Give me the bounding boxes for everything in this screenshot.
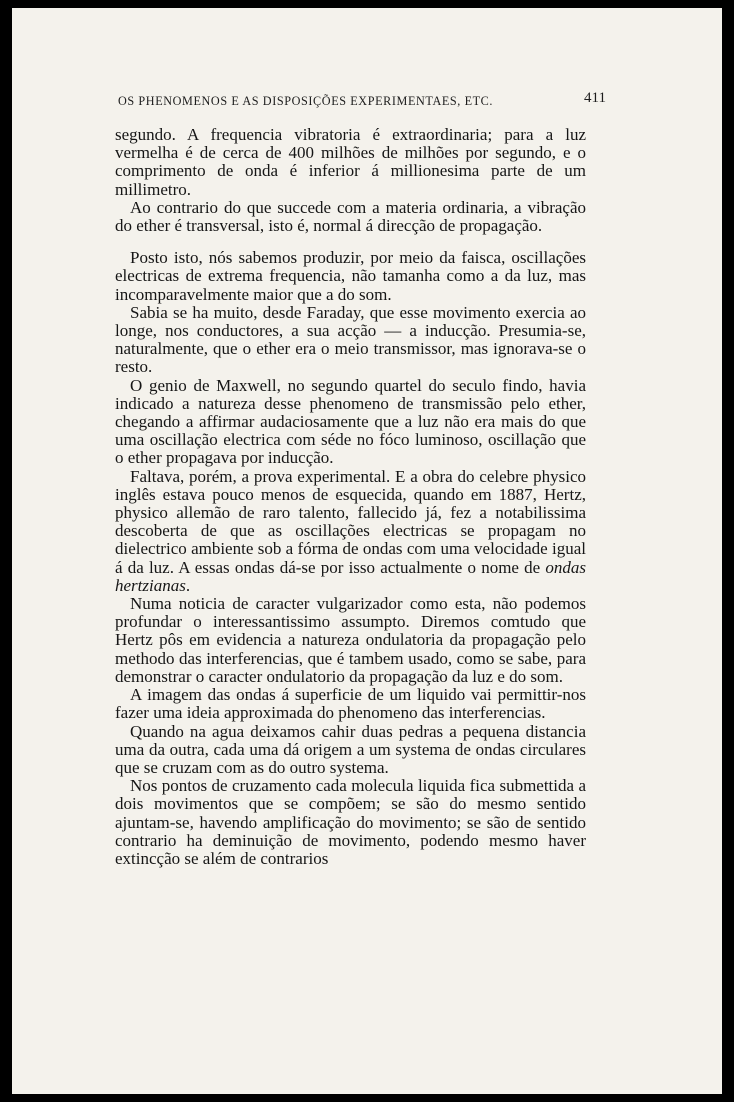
paragraph: Nos pontos de cruzamento cada molecula liquida fica submettida a dois movimentos que se compõem; se são do mesmo sentido ajuntam-se, havendo amplificação do movimento; se são de sentido contrario ha deminuição de movimento, podendo mesmo haver extincção se além de contrarios <box>115 776 586 868</box>
paragraph: Posto isto, nós sabemos produzir, por meio da faisca, oscillações electricas de extrema frequencia, não tamanha como a da luz, mas incomparavelmente maior que a do som. <box>115 248 586 304</box>
paragraph: O genio de Maxwell, no segundo quartel do seculo findo, havia indicado a natureza desse phenomeno de transmissão pelo ether, chegando a affirmar audaciosamente que a luz não era mais do que uma oscillação electrica com séde no fóco luminoso, oscillação que o ether propagava por inducção. <box>115 375 586 468</box>
page-number: 411 <box>584 90 606 106</box>
running-header <box>118 90 606 110</box>
paragraph: segundo. A frequencia vibratoria é extraordinaria; para a luz vermelha é de cerca de 400 milhões de milhões por segundo, e o comprimento de onda é inferior á millionesima parte de um millimetro. <box>115 125 586 199</box>
body-text <box>115 126 586 868</box>
paragraph: Quando na agua deixamos cahir duas pedras a pequena distancia uma da outra, cada uma dá origem a um systema de ondas circulares que se cruzam com as do outro systema. <box>115 721 586 777</box>
paragraph-text: Faltava, porém, a prova experimental. E a obra do celebre physico inglês estava pouco menos de esquecida, quando em 1887, Hertz, physico allemão de raro talento, fallecido já, fez a notabilissima descoberta de que as oscillações electricas se propagam no dielectrico ambiente sob a fórma de ondas com uma velocidade igual á da luz. A essas ondas dá-se por isso actualmente o nome de <box>115 466 586 577</box>
paragraph: Ao contrario do que succede com a materia ordinaria, a vibração do ether é transversal, isto é, normal á direcção de propagação. <box>115 197 586 236</box>
paragraph: Sabia se ha muito, desde Faraday, que esse movimento exercia ao longe, nos conductores, a sua acção — a inducção. Presumia-se, naturalmente, que o ether era o meio transmissor, mas ignorava-se o resto. <box>115 302 586 377</box>
italic-term: ondas hertzianas <box>115 557 586 595</box>
paragraph: Numa noticia de caracter vulgarizador como esta, não podemos profundar o interessantissimo assumpto. Diremos comtudo que Hertz pôs em evidencia a natureza ondulatoria da propagação pelo methodo das interferencias, que é tambem usado, como se sabe, para demonstrar o caracter ondulatorio da propagação da luz e do som. <box>115 594 586 686</box>
paragraph: A imagem das ondas á superficie de um liquido vai permittir-nos fazer uma ideia approximada do phenomeno das interferencias. <box>115 685 586 723</box>
paragraph <box>115 468 586 595</box>
book-page <box>12 8 722 1094</box>
paragraph-text: . <box>185 575 191 595</box>
running-title: OS PHENOMENOS E AS DISPOSIÇÕES EXPERIMENTAES, ETC. <box>118 94 494 108</box>
